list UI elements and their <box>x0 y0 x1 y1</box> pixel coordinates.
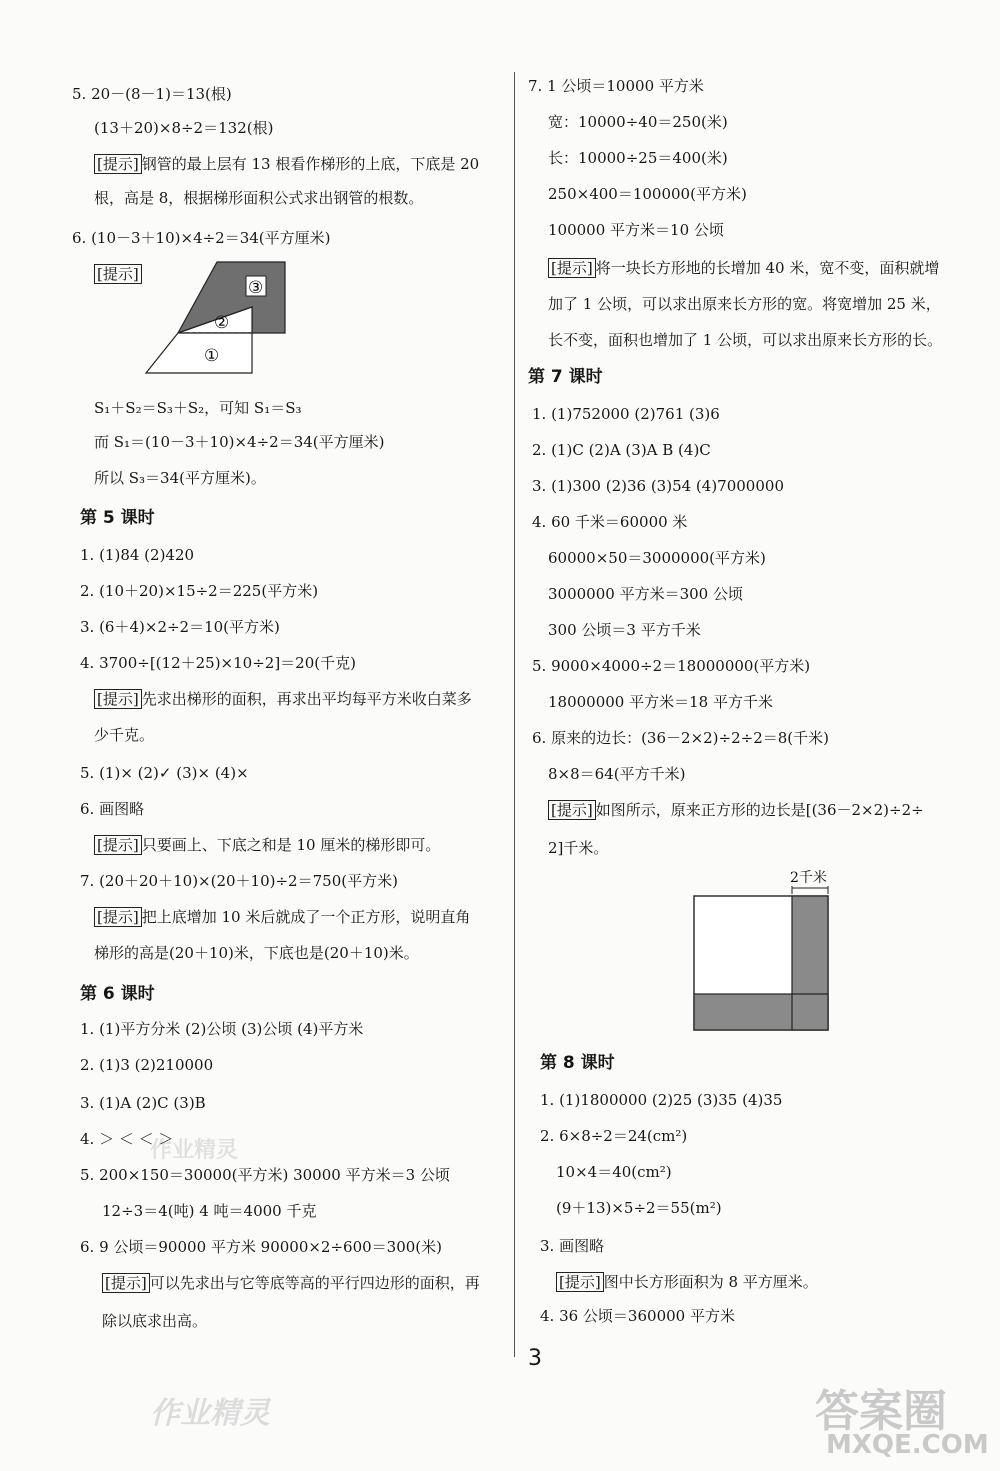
line-text: 1. (1)1800000 (2)25 (3)35 (4)35 <box>540 1091 783 1109</box>
right-line-6 <box>548 294 941 314</box>
left-line-28 <box>102 1273 480 1293</box>
line-text: 宽：10000÷40＝250(米) <box>548 113 728 131</box>
line-text: 4. ＞ ＜ ＜ ＞ <box>80 1130 174 1148</box>
tip-label: [提示] <box>94 689 142 709</box>
line-text: 6. 9 公顷＝90000 平方米 90000×2÷600＝300(米) <box>80 1238 443 1256</box>
line-text: 钢管的最上层有 13 根看作梯形的上底，下底是 20 <box>141 155 480 173</box>
line-text: 梯形的高是(20＋10)米，下底也是(20＋10)米。 <box>94 944 419 962</box>
line-text: 2. 6×8÷2＝24(cm²) <box>540 1127 688 1145</box>
label-2km: 2千米 <box>790 870 827 886</box>
left-line-26 <box>102 1201 316 1221</box>
right-line-26 <box>556 1272 818 1292</box>
trapezoid-figure <box>140 260 290 380</box>
line-text: 除以底求出高。 <box>102 1312 208 1330</box>
right-line-13 <box>548 584 743 604</box>
watermark-left-mid: 作业精灵 <box>150 1138 239 1163</box>
line-text: 8×8＝64(平方千米) <box>548 765 686 783</box>
watermark-corner-url: MXQE.COM <box>826 1430 989 1460</box>
right-line-24 <box>556 1198 722 1218</box>
shaded-strip-horizontal <box>694 994 828 1030</box>
line-text: 5. 9000×4000÷2＝18000000(平方米) <box>532 657 811 675</box>
line-text: 5. (1)× (2)✓ (3)× (4)× <box>80 764 249 782</box>
line-text: 250×400＝100000(平方米) <box>548 185 747 203</box>
right-line-12 <box>548 548 766 568</box>
line-text: 3. (6＋4)×2÷2＝10(平方米) <box>80 618 280 636</box>
left-line-1 <box>94 118 273 138</box>
line-text: 将一块长方形地的长增加 40 米，宽不变，面积就增 <box>595 259 940 277</box>
line-text: (13＋20)×8÷2＝132(根) <box>94 119 274 137</box>
watermark-left-bottom: 作业精灵 <box>150 1396 270 1431</box>
line-text: 1. (1)平方分米 (2)公顷 (3)公顷 (4)平方米 <box>80 1020 364 1038</box>
line-text: 3. 画图略 <box>540 1237 605 1255</box>
line-text: 把上底增加 10 米后就成了一个正方形，说明直角 <box>141 908 471 926</box>
right-line-19 <box>548 800 924 820</box>
section-heading: 第 7 课时 <box>528 367 603 387</box>
tip-label: [提示] <box>102 1273 150 1293</box>
right-line-2 <box>548 148 728 168</box>
right-line-7 <box>548 330 942 350</box>
line-text: 6. 画图略 <box>80 800 145 818</box>
left-line-3 <box>94 188 423 208</box>
right-line-23 <box>556 1162 672 1182</box>
section-heading: 第 6 课时 <box>80 984 155 1004</box>
line-text: 1. (1)752000 (2)761 (3)6 <box>532 405 720 423</box>
line-text: 7. 1 公顷＝10000 平方米 <box>528 77 704 95</box>
right-line-21 <box>540 1090 782 1110</box>
right-line-3 <box>548 184 747 204</box>
left-line-6 <box>94 398 302 418</box>
tip-label: [提示] <box>556 1272 604 1292</box>
square-figure <box>690 866 835 1034</box>
right-line-8 <box>532 404 720 424</box>
left-line-4 <box>72 228 331 248</box>
line-text: 4. 3700÷[(12＋25)×10÷2]＝20(千克) <box>80 654 356 672</box>
line-text: 1. (1)84 (2)420 <box>80 546 195 564</box>
right-line-25 <box>540 1236 604 1256</box>
line-text: 4. 36 公顷＝360000 平方米 <box>540 1307 735 1325</box>
left-line-25 <box>80 1165 450 1185</box>
left-line-15 <box>80 763 249 783</box>
left-line-8 <box>94 468 266 488</box>
label-1: ① <box>204 346 220 366</box>
tip-label: [提示] <box>94 907 142 927</box>
line-text: 5. 200×150＝30000(平方米) 30000 平方米＝3 公顷 <box>80 1166 450 1184</box>
region-1 <box>146 333 252 373</box>
right-line-14 <box>548 620 701 640</box>
right-line-16 <box>548 692 773 712</box>
left-line-18 <box>80 871 398 891</box>
line-text: 长不变，面积也增加了 1 公顷，可以求出原来长方形的长。 <box>548 331 943 349</box>
tip-label: [提示] <box>94 264 142 284</box>
section-heading: 第 5 课时 <box>80 508 155 528</box>
line-text: 2. (1)3 (2)210000 <box>80 1056 214 1074</box>
left-line-10 <box>80 581 318 601</box>
left-line-19 <box>94 907 470 927</box>
right-line-22 <box>540 1126 687 1146</box>
line-text: 而 S₁＝(10－3＋10)×4÷2＝34(平方厘米) <box>94 433 385 451</box>
line-text: 2. (10＋20)×15÷2＝225(平方米) <box>80 582 319 600</box>
left-line-17 <box>94 835 440 855</box>
line-text: 300 公顷＝3 平方千米 <box>548 621 701 639</box>
left-line-0 <box>72 84 232 104</box>
right-line-10 <box>532 476 784 496</box>
line-text: 根，高是 8，根据梯形面积公式求出钢管的根数。 <box>94 189 424 207</box>
left-line-20 <box>94 943 419 963</box>
label-2: ② <box>214 313 230 333</box>
right-line-17 <box>532 728 829 748</box>
line-text: 加了 1 公顷，可以求出原来长方形的宽。将宽增加 25 米， <box>548 295 941 313</box>
line-text: S₁＋S₂＝S₃＋S₂，可知 S₁＝S₃ <box>94 399 302 417</box>
column-divider <box>514 72 515 1357</box>
line-text: 所以 S₃＝34(平方厘米)。 <box>94 469 266 487</box>
line-text: 先求出梯形的面积，再求出平均每平方米收白菜多 <box>141 690 472 708</box>
line-text: 3. (1)300 (2)36 (3)54 (4)7000000 <box>532 477 784 495</box>
left-line-24 <box>80 1129 173 1149</box>
left-line-14 <box>94 725 154 745</box>
left-line-2 <box>94 154 479 174</box>
line-text: 4. 60 千米＝60000 米 <box>532 513 688 531</box>
line-text: 7. (20＋20＋10)×(20＋10)÷2＝750(平方米) <box>80 872 398 890</box>
left-line-9 <box>80 545 194 565</box>
tip-label: [提示] <box>94 154 142 174</box>
tip-label: [提示] <box>548 258 596 278</box>
line-text: 60000×50＝3000000(平方米) <box>548 549 766 567</box>
line-text: 10×4＝40(cm²) <box>556 1163 672 1181</box>
right-line-20 <box>548 838 608 858</box>
right-line-11 <box>532 512 687 532</box>
line-text: 3000000 平方米＝300 公顷 <box>548 585 743 603</box>
left-line-11 <box>80 617 280 637</box>
line-text: 18000000 平方米＝18 平方千米 <box>548 693 773 711</box>
line-text: 长：10000÷25＝400(米) <box>548 149 728 167</box>
line-text: 5. 20－(8－1)＝13(根) <box>72 85 232 103</box>
left-line-16 <box>80 799 144 819</box>
left-line-13 <box>94 689 472 709</box>
line-text: 100000 平方米＝10 公顷 <box>548 221 724 239</box>
line-text: 6. 原来的边长：(36－2×2)÷2÷2＝8(千米) <box>532 729 829 747</box>
line-text: 少千克。 <box>94 726 155 744</box>
tip-label: [提示] <box>548 800 596 820</box>
tip-label: [提示] <box>94 835 142 855</box>
right-line-5 <box>548 258 939 278</box>
left-line-12 <box>80 653 356 673</box>
line-text: 2]千米。 <box>548 839 609 857</box>
left-line-27 <box>80 1237 442 1257</box>
label-3: ③ <box>248 278 264 298</box>
left-line-22 <box>80 1055 213 1075</box>
line-text: 3. (1)A (2)C (3)B <box>80 1094 206 1112</box>
right-line-18 <box>548 764 685 784</box>
right-line-0 <box>528 76 704 96</box>
line-text: 可以先求出与它等底等高的平行四边形的面积，再 <box>149 1274 480 1292</box>
line-text: 6. (10－3＋10)×4÷2＝34(平方厘米) <box>72 229 331 247</box>
right-line-27 <box>540 1306 735 1326</box>
right-line-9 <box>532 440 711 460</box>
right-line-15 <box>532 656 810 676</box>
line-text: 12÷3＝4(吨) 4 吨＝4000 千克 <box>102 1202 317 1220</box>
right-line-1 <box>548 112 728 132</box>
left-line-21 <box>80 1019 363 1039</box>
line-text: (9＋13)×5÷2＝55(m²) <box>556 1199 722 1217</box>
page-number: 3 <box>528 1346 542 1371</box>
left-line-23 <box>80 1093 206 1113</box>
watermark-corner-main: 答案圈 <box>815 1386 947 1437</box>
section-heading: 第 8 课时 <box>540 1053 615 1073</box>
line-text: 只要画上、下底之和是 10 厘米的梯形即可。 <box>141 836 441 854</box>
line-text: 如图所示，原来正方形的边长是[(36－2×2)÷2÷ <box>595 801 924 819</box>
line-text: 2. (1)C (2)A (3)A B (4)C <box>532 441 711 459</box>
left-line-29 <box>102 1311 207 1331</box>
line-text: 图中长方形面积为 8 平方厘米。 <box>603 1273 818 1291</box>
left-line-5 <box>94 264 142 284</box>
left-line-7 <box>94 432 385 452</box>
right-line-4 <box>548 220 724 240</box>
